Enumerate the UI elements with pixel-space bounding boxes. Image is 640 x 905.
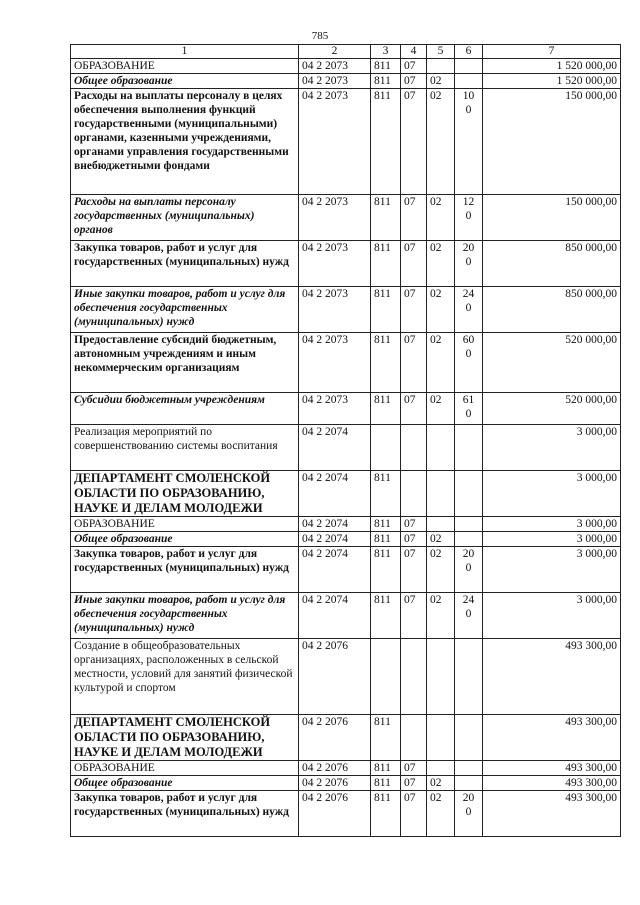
section-code-cell: 07 xyxy=(401,547,427,593)
table-row xyxy=(71,547,621,593)
amount-cell: 150 000,00 xyxy=(483,89,621,195)
ministry-code-cell: 811 xyxy=(371,715,401,761)
expense-type-line: 24 xyxy=(462,288,475,300)
subsection-code-cell xyxy=(427,425,455,471)
expense-type-line: 0 xyxy=(465,348,472,360)
row-name-cell: Субсидии бюджетным учреждениям xyxy=(71,393,299,425)
target-code-cell: 04 2 2076 xyxy=(299,776,371,791)
ministry-code-cell: 811 xyxy=(371,59,401,74)
table-row xyxy=(71,425,621,471)
table-row xyxy=(71,287,621,333)
section-code-cell: 07 xyxy=(401,333,427,393)
subsection-code-cell xyxy=(427,59,455,74)
ministry-code-cell: 811 xyxy=(371,393,401,425)
target-code-cell: 04 2 2073 xyxy=(299,74,371,89)
row-name-cell: Иные закупки товаров, работ и услуг для обеспечения государственных (муниципальных) нужд xyxy=(71,287,299,333)
section-code-cell xyxy=(401,639,427,715)
row-name-cell: Создание в общеобразовательных организациях, расположенных в сельской местности, условий для занятий физической культурой и спортом xyxy=(71,639,299,715)
amount-cell: 3 000,00 xyxy=(483,517,621,532)
section-code-cell: 07 xyxy=(401,532,427,547)
section-code-cell: 07 xyxy=(401,59,427,74)
ministry-code-cell: 811 xyxy=(371,593,401,639)
row-name-cell: Закупка товаров, работ и услуг для государственных (муниципальных) нужд xyxy=(71,241,299,287)
table-row xyxy=(71,593,621,639)
row-name-cell: Общее образование xyxy=(71,74,299,89)
target-code-cell: 04 2 2073 xyxy=(299,287,371,333)
column-header: 5 xyxy=(427,45,455,59)
target-code-cell: 04 2 2073 xyxy=(299,89,371,195)
row-name-cell: Закупка товаров, работ и услуг для государственных (муниципальных) нужд xyxy=(71,547,299,593)
section-code-cell xyxy=(401,715,427,761)
subsection-code-cell xyxy=(427,471,455,517)
expense-type-cell xyxy=(455,471,483,517)
section-code-cell: 07 xyxy=(401,393,427,425)
row-name-cell: Реализация мероприятий по совершенствованию системы воспитания xyxy=(71,425,299,471)
subsection-code-cell: 02 xyxy=(427,287,455,333)
section-code-cell: 07 xyxy=(401,89,427,195)
ministry-code-cell: 811 xyxy=(371,471,401,517)
row-name-cell: Расходы на выплаты персоналу государственных (муниципальных) органов xyxy=(71,195,299,241)
target-code-cell: 04 2 2074 xyxy=(299,425,371,471)
expense-type-cell xyxy=(455,639,483,715)
expense-type-line: 61 xyxy=(462,394,475,406)
expense-type-line: 0 xyxy=(465,562,472,574)
expense-type-cell xyxy=(455,74,483,89)
subsection-code-cell xyxy=(427,517,455,532)
expense-type-cell xyxy=(455,195,483,241)
column-header: 4 xyxy=(401,45,427,59)
amount-cell: 3 000,00 xyxy=(483,471,621,517)
subsection-code-cell: 02 xyxy=(427,241,455,287)
expense-type-cell xyxy=(455,761,483,776)
table-row xyxy=(71,195,621,241)
table-row xyxy=(71,761,621,776)
row-name-cell: ОБРАЗОВАНИЕ xyxy=(71,517,299,532)
ministry-code-cell: 811 xyxy=(371,761,401,776)
expense-type-line: 20 xyxy=(462,548,475,560)
expense-type-cell xyxy=(455,532,483,547)
row-name-cell: ДЕПАРТАМЕНТ СМОЛЕНСКОЙ ОБЛАСТИ ПО ОБРАЗОВАНИЮ, НАУКЕ И ДЕЛАМ МОЛОДЕЖИ xyxy=(71,471,299,517)
amount-cell: 1 520 000,00 xyxy=(483,59,621,74)
expense-type-line: 0 xyxy=(465,608,472,620)
amount-cell: 520 000,00 xyxy=(483,333,621,393)
ministry-code-cell: 811 xyxy=(371,195,401,241)
subsection-code-cell: 02 xyxy=(427,393,455,425)
subsection-code-cell: 02 xyxy=(427,791,455,837)
amount-cell: 493 300,00 xyxy=(483,791,621,837)
expense-type-line: 0 xyxy=(465,104,472,116)
expense-type-line: 0 xyxy=(465,256,472,268)
table-row xyxy=(71,776,621,791)
expense-type-cell xyxy=(455,593,483,639)
target-code-cell: 04 2 2073 xyxy=(299,59,371,74)
ministry-code-cell: 811 xyxy=(371,776,401,791)
subsection-code-cell: 02 xyxy=(427,89,455,195)
table-row xyxy=(71,639,621,715)
section-code-cell: 07 xyxy=(401,791,427,837)
expense-type-cell xyxy=(455,425,483,471)
expense-type-line: 20 xyxy=(462,242,475,254)
expense-type-cell xyxy=(455,59,483,74)
table-body xyxy=(71,59,621,837)
page-number: 785 xyxy=(311,30,329,42)
column-header: 2 xyxy=(299,45,371,59)
ministry-code-cell: 811 xyxy=(371,532,401,547)
expense-type-line: 12 xyxy=(462,196,475,208)
target-code-cell: 04 2 2074 xyxy=(299,517,371,532)
column-header: 7 xyxy=(483,45,621,59)
section-code-cell xyxy=(401,471,427,517)
ministry-code-cell: 811 xyxy=(371,791,401,837)
target-code-cell: 04 2 2073 xyxy=(299,333,371,393)
table-row xyxy=(71,89,621,195)
target-code-cell: 04 2 2076 xyxy=(299,791,371,837)
target-code-cell: 04 2 2076 xyxy=(299,761,371,776)
table-row xyxy=(71,333,621,393)
section-code-cell: 07 xyxy=(401,195,427,241)
expense-type-line: 0 xyxy=(465,302,472,314)
ministry-code-cell xyxy=(371,425,401,471)
section-code-cell: 07 xyxy=(401,74,427,89)
section-code-cell: 07 xyxy=(401,761,427,776)
column-header: 6 xyxy=(455,45,483,59)
expense-type-cell xyxy=(455,791,483,837)
target-code-cell: 04 2 2073 xyxy=(299,393,371,425)
row-name-cell: Расходы на выплаты персоналу в целях обеспечения выполнения функций государственными (муниципальными) органами, казенными учреждениями, органами управления государственными внебюджетными фондами xyxy=(71,89,299,195)
table-row xyxy=(71,791,621,837)
ministry-code-cell: 811 xyxy=(371,74,401,89)
row-name-cell: ДЕПАРТАМЕНТ СМОЛЕНСКОЙ ОБЛАСТИ ПО ОБРАЗОВАНИЮ, НАУКЕ И ДЕЛАМ МОЛОДЕЖИ xyxy=(71,715,299,761)
table-row xyxy=(71,517,621,532)
amount-cell: 3 000,00 xyxy=(483,547,621,593)
subsection-code-cell: 02 xyxy=(427,547,455,593)
section-code-cell: 07 xyxy=(401,287,427,333)
target-code-cell: 04 2 2074 xyxy=(299,471,371,517)
table-row xyxy=(71,59,621,74)
table-row xyxy=(71,241,621,287)
subsection-code-cell: 02 xyxy=(427,195,455,241)
amount-cell: 150 000,00 xyxy=(483,195,621,241)
ministry-code-cell: 811 xyxy=(371,89,401,195)
target-code-cell: 04 2 2074 xyxy=(299,547,371,593)
table-row xyxy=(71,74,621,89)
target-code-cell: 04 2 2074 xyxy=(299,593,371,639)
expense-type-cell xyxy=(455,287,483,333)
expense-type-line: 0 xyxy=(465,806,472,818)
target-code-cell: 04 2 2076 xyxy=(299,639,371,715)
table-header-row xyxy=(71,45,621,59)
ministry-code-cell: 811 xyxy=(371,517,401,532)
table-row xyxy=(71,471,621,517)
row-name-cell: ОБРАЗОВАНИЕ xyxy=(71,761,299,776)
ministry-code-cell: 811 xyxy=(371,547,401,593)
amount-cell: 1 520 000,00 xyxy=(483,74,621,89)
subsection-code-cell: 02 xyxy=(427,776,455,791)
row-name-cell: Общее образование xyxy=(71,776,299,791)
expense-type-line: 20 xyxy=(462,792,475,804)
amount-cell: 493 300,00 xyxy=(483,639,621,715)
amount-cell: 493 300,00 xyxy=(483,761,621,776)
subsection-code-cell: 02 xyxy=(427,532,455,547)
target-code-cell: 04 2 2076 xyxy=(299,715,371,761)
subsection-code-cell: 02 xyxy=(427,74,455,89)
expense-type-cell xyxy=(455,776,483,791)
row-name-cell: Предоставление субсидий бюджетным, автономным учреждениям и иным некоммерческим организациям xyxy=(71,333,299,393)
subsection-code-cell: 02 xyxy=(427,593,455,639)
expense-type-cell xyxy=(455,333,483,393)
row-name-cell: Иные закупки товаров, работ и услуг для обеспечения государственных (муниципальных) нужд xyxy=(71,593,299,639)
section-code-cell: 07 xyxy=(401,776,427,791)
budget-table xyxy=(70,44,621,837)
expense-type-cell xyxy=(455,517,483,532)
expense-type-line: 0 xyxy=(465,210,472,222)
subsection-code-cell xyxy=(427,761,455,776)
expense-type-cell xyxy=(455,89,483,195)
expense-type-line: 0 xyxy=(465,408,472,420)
amount-cell: 493 300,00 xyxy=(483,776,621,791)
expense-type-cell xyxy=(455,393,483,425)
column-header: 1 xyxy=(71,45,299,59)
expense-type-line: 10 xyxy=(462,90,475,102)
section-code-cell xyxy=(401,425,427,471)
row-name-cell: Общее образование xyxy=(71,532,299,547)
target-code-cell: 04 2 2073 xyxy=(299,241,371,287)
expense-type-cell xyxy=(455,241,483,287)
section-code-cell: 07 xyxy=(401,593,427,639)
subsection-code-cell xyxy=(427,639,455,715)
amount-cell: 3 000,00 xyxy=(483,532,621,547)
amount-cell: 850 000,00 xyxy=(483,287,621,333)
subsection-code-cell xyxy=(427,715,455,761)
amount-cell: 3 000,00 xyxy=(483,425,621,471)
section-code-cell: 07 xyxy=(401,517,427,532)
ministry-code-cell: 811 xyxy=(371,287,401,333)
ministry-code-cell: 811 xyxy=(371,241,401,287)
expense-type-line: 60 xyxy=(462,334,475,346)
table-row xyxy=(71,715,621,761)
row-name-cell: Закупка товаров, работ и услуг для государственных (муниципальных) нужд xyxy=(71,791,299,837)
expense-type-line: 24 xyxy=(462,594,475,606)
target-code-cell: 04 2 2074 xyxy=(299,532,371,547)
section-code-cell: 07 xyxy=(401,241,427,287)
column-header: 3 xyxy=(371,45,401,59)
expense-type-cell xyxy=(455,547,483,593)
amount-cell: 3 000,00 xyxy=(483,593,621,639)
amount-cell: 493 300,00 xyxy=(483,715,621,761)
amount-cell: 520 000,00 xyxy=(483,393,621,425)
ministry-code-cell: 811 xyxy=(371,333,401,393)
target-code-cell: 04 2 2073 xyxy=(299,195,371,241)
table-row xyxy=(71,532,621,547)
subsection-code-cell: 02 xyxy=(427,333,455,393)
expense-type-cell xyxy=(455,715,483,761)
row-name-cell: ОБРАЗОВАНИЕ xyxy=(71,59,299,74)
ministry-code-cell xyxy=(371,639,401,715)
amount-cell: 850 000,00 xyxy=(483,241,621,287)
table-row xyxy=(71,393,621,425)
